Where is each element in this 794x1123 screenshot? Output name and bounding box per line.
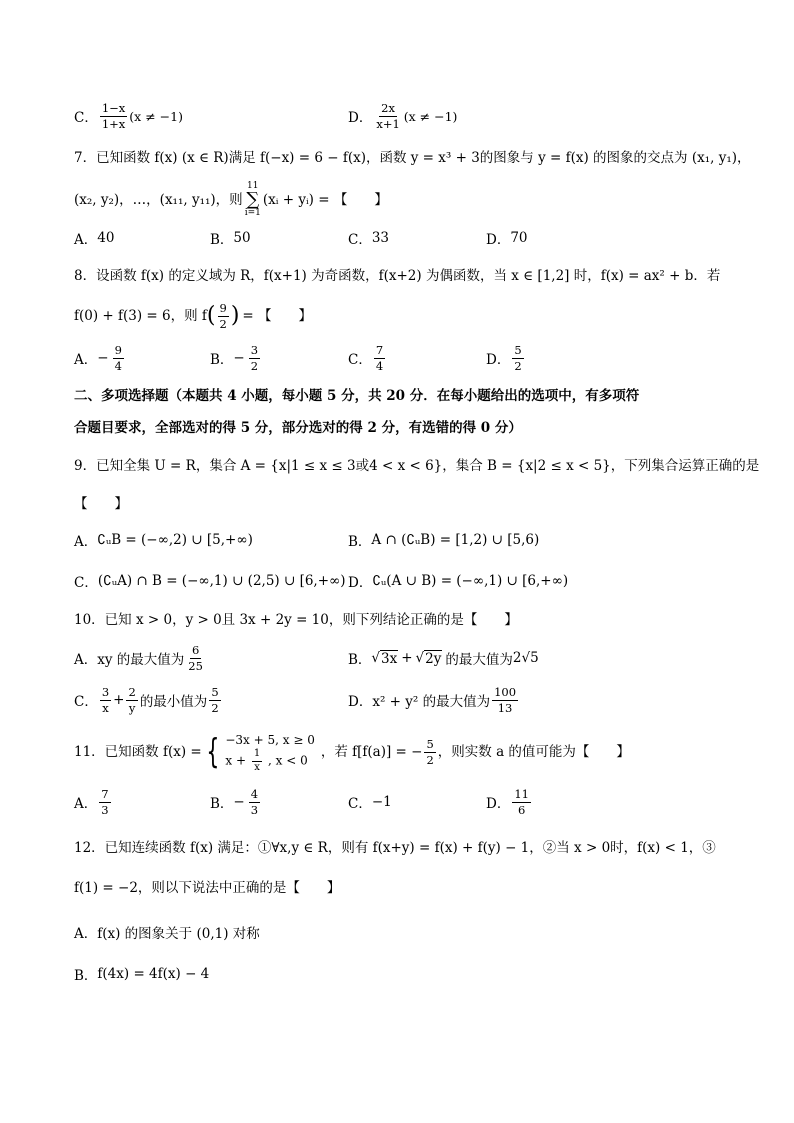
q11-option-c[interactable] xyxy=(348,782,392,822)
denominator: 25 xyxy=(188,658,203,673)
numerator: 7 xyxy=(101,787,109,802)
numerator: 3 xyxy=(250,343,259,358)
numerator: 9 xyxy=(219,301,227,316)
denominator: x xyxy=(254,761,260,773)
fraction xyxy=(512,788,531,815)
q8-option-d[interactable] xyxy=(486,338,526,378)
option-label: B． xyxy=(210,352,234,368)
fraction xyxy=(100,686,111,713)
case-text: x + xyxy=(225,753,246,768)
numerator: 6 xyxy=(191,643,200,658)
q9-option-b[interactable] xyxy=(348,520,539,560)
option-label: D． xyxy=(486,232,511,248)
q10-options-row2 xyxy=(0,680,794,720)
option-value: 2√5 xyxy=(512,650,539,666)
denominator: 4 xyxy=(114,358,122,373)
q7-text: 7．已知函数 f(x) (x ∈ R)满足 f(−x) = 6 − f(x)，函数 y = x³ + 3的图象与 y = f(x) 的图象的交点为 (x₁, y₁)， xyxy=(74,149,751,166)
numerator: 5 xyxy=(426,737,434,752)
option-text: (∁ᵤA) ∩ B = (−∞,1) ∪ (2,5) ∪ [6,+∞) xyxy=(97,573,346,589)
condition: (x ≠ −1) xyxy=(129,108,183,124)
option-label: A． xyxy=(74,534,98,550)
fraction xyxy=(424,738,435,765)
option-label: B． xyxy=(210,796,234,812)
q9-option-c[interactable] xyxy=(74,561,346,601)
option-label: C． xyxy=(348,232,372,248)
condition: (x ≠ −1) xyxy=(403,108,458,124)
option-label: C． xyxy=(348,352,372,368)
q9-stem-line1 xyxy=(74,446,760,486)
numerator: 1 xyxy=(252,749,262,762)
denominator: y xyxy=(128,700,136,715)
option-text: 的最大值为 xyxy=(445,652,513,668)
sum-upper: 11 xyxy=(247,181,259,191)
q10-option-a[interactable] xyxy=(74,638,207,678)
denominator: 3 xyxy=(101,802,109,817)
piecewise-function xyxy=(202,731,315,773)
fraction xyxy=(512,344,523,371)
section2-heading-line2 xyxy=(74,408,738,448)
case-text: , x < 0 xyxy=(268,753,308,768)
q8-stem-line1 xyxy=(74,256,738,296)
q7-stem-line1 xyxy=(74,138,751,178)
fraction xyxy=(374,344,385,371)
q12-option-b[interactable] xyxy=(74,954,209,994)
q7-option-d[interactable] xyxy=(486,218,528,258)
q10-option-d[interactable] xyxy=(348,680,520,720)
option-value: −1 xyxy=(371,794,392,810)
denominator: 6 xyxy=(517,802,526,817)
denominator: x xyxy=(102,700,109,715)
answer-bracket: 【 】 xyxy=(74,495,128,512)
numerator: 9 xyxy=(114,343,122,358)
q8-text: 8．设函数 f(x) 的定义域为 R，f(x+1) 为奇函数，f(x+2) 为偶函数，当 x ∈ [1,2] 时，f(x) = ax² + b．若 xyxy=(74,267,721,284)
option-label: D． xyxy=(348,110,373,126)
q10-option-b[interactable] xyxy=(348,638,539,678)
denominator: 13 xyxy=(497,700,513,715)
fraction xyxy=(113,344,124,371)
radicand: 3x xyxy=(381,650,398,667)
option-label: C． xyxy=(74,694,98,710)
q11-option-a[interactable] xyxy=(74,782,113,822)
q12-stem-line1 xyxy=(74,828,738,868)
q6-option-c[interactable] xyxy=(74,96,183,136)
paren-left: ( xyxy=(206,303,216,328)
q11-option-d[interactable] xyxy=(486,782,533,822)
denominator: 2 xyxy=(250,358,259,373)
option-label: A． xyxy=(74,652,98,668)
q11-options-row xyxy=(0,782,794,822)
cases xyxy=(225,731,315,773)
option-text: f(4x) = 4f(x) − 4 xyxy=(97,966,210,982)
option-label: C． xyxy=(74,575,98,591)
option-label: D． xyxy=(486,796,511,812)
option-label: B． xyxy=(348,534,372,550)
fraction xyxy=(374,102,401,129)
fraction xyxy=(492,686,518,713)
numerator: 3 xyxy=(101,685,110,700)
numerator: 1−x xyxy=(101,101,126,116)
q12-stem-line2 xyxy=(74,868,738,908)
option-text: ∁ᵤ(A ∪ B) = (−∞,1) ∪ [6,+∞) xyxy=(372,573,569,589)
option-value: 70 xyxy=(510,230,528,246)
denominator: 3 xyxy=(250,802,259,817)
option-label: A． xyxy=(74,926,98,942)
q11-text: 11．已知函数 f(x) = xyxy=(74,743,202,760)
denominator: 4 xyxy=(375,358,384,373)
fraction xyxy=(252,749,262,773)
q10-options-row1 xyxy=(0,638,794,678)
sign: − xyxy=(233,794,245,810)
q6-option-d[interactable] xyxy=(348,96,457,136)
q12-text: 12．已知连续函数 f(x) 满足：①∀x,y ∈ R，则有 f(x+y) = f(x) + f(y) − 1，②当 x > 0时，f(x) < 1，③ xyxy=(74,839,716,856)
brace-symbol: { xyxy=(206,732,220,772)
denominator: 2 xyxy=(514,358,522,373)
radicand: 2y xyxy=(425,650,442,667)
case-2 xyxy=(225,749,315,773)
q8-option-c[interactable] xyxy=(348,338,387,378)
q10-option-c[interactable] xyxy=(74,680,223,720)
denominator: 2 xyxy=(426,752,434,767)
q9-options-row1 xyxy=(0,520,794,560)
sign: − xyxy=(97,350,109,366)
q7-text: (xᵢ + yᵢ) = 【 】 xyxy=(262,191,388,208)
q9-text: 9．已知全集 U = R，集合 A = {x|1 ≤ x ≤ 3或4 < x < 6}，集合 B = {x|2 ≤ x < 5}，下列集合运算正确的是 xyxy=(74,457,760,474)
q12-text: f(1) = −2，则以下说法中正确的是【 】 xyxy=(74,879,341,896)
q12-option-a-row xyxy=(0,912,794,952)
q9-option-d[interactable] xyxy=(348,561,568,601)
fraction xyxy=(218,302,229,329)
option-label: B． xyxy=(210,232,234,248)
q8-stem-line2 xyxy=(74,296,738,336)
option-text: xy 的最大值为 xyxy=(97,652,185,668)
denominator: 2 xyxy=(211,700,219,715)
denominator: x+1 xyxy=(376,116,400,131)
section-heading: 合题目要求，全部选对的得 5 分，部分选对的得 2 分，有选错的得 0 分） xyxy=(74,419,522,436)
q7-option-a[interactable] xyxy=(74,218,114,258)
option-label: D． xyxy=(348,575,373,591)
sqrt-symbol: √ xyxy=(415,650,425,666)
case-1: −3x + 5, x ≥ 0 xyxy=(225,733,315,747)
q7-text: (x₂, y₂)，…，(x₁₁, y₁₁)，则 xyxy=(74,191,243,208)
option-label: D． xyxy=(348,694,373,710)
denominator: 1+x xyxy=(101,116,126,131)
q8-option-a[interactable] xyxy=(74,338,126,378)
sigma-symbol: ∑ xyxy=(246,189,260,210)
sign: − xyxy=(233,350,245,366)
fraction xyxy=(99,788,110,815)
q7-option-c[interactable] xyxy=(348,218,389,258)
numerator: 5 xyxy=(514,343,522,358)
option-value: 33 xyxy=(371,230,390,246)
numerator: 7 xyxy=(375,343,384,358)
denominator: 2 xyxy=(219,316,227,331)
summation xyxy=(245,182,261,218)
option-label: C． xyxy=(74,110,98,126)
q11-text: ，则实数 a 的值可能为【 】 xyxy=(437,743,630,760)
q7-stem-line2 xyxy=(74,180,738,220)
plus-sign: + xyxy=(113,692,125,708)
fraction xyxy=(100,102,127,129)
option-value: 50 xyxy=(233,230,251,246)
q8-text: f(0) + f(3) = 6，则 f xyxy=(74,307,207,324)
q12-option-a[interactable] xyxy=(74,912,260,952)
q6-options-row xyxy=(0,96,794,136)
numerator: 2 xyxy=(128,685,136,700)
q10-stem xyxy=(74,600,738,640)
q11-stem xyxy=(74,726,738,778)
q7-options-row xyxy=(0,218,794,258)
q10-text: 10．已知 x > 0，y > 0且 3x + 2y = 10，则下列结论正确的是【 】 xyxy=(74,611,518,628)
fraction xyxy=(249,788,260,815)
q8-option-b[interactable] xyxy=(210,338,262,378)
option-label: A． xyxy=(74,796,98,812)
q12-option-b-row xyxy=(0,954,794,994)
fraction xyxy=(249,344,260,371)
option-value: 40 xyxy=(97,230,115,246)
option-label: A． xyxy=(74,352,98,368)
fraction xyxy=(126,686,137,713)
numerator: 5 xyxy=(211,685,219,700)
sqrt-symbol: √ xyxy=(371,650,381,666)
section-heading: 二、多项选择题（本题共 4 小题，每小题 5 分，共 20 分．在每小题给出的选项中，有多项符 xyxy=(74,387,640,404)
q9-stem-line2 xyxy=(74,484,738,524)
q11-text: ，若 f[f(a)] = − xyxy=(320,743,423,760)
sum-lower: i=1 xyxy=(244,208,261,218)
q8-options-row xyxy=(0,338,794,378)
fraction xyxy=(209,686,220,713)
option-text: 的最小值为 xyxy=(139,694,208,710)
option-text: ∁ᵤB = (−∞,2) ∪ [5,+∞) xyxy=(97,532,253,548)
option-text: A ∩ (∁ᵤB) = [1,2) ∪ [5,6) xyxy=(371,532,540,548)
q9-option-a[interactable] xyxy=(74,520,253,560)
option-label: A． xyxy=(74,232,98,248)
q9-options-row2 xyxy=(0,561,794,601)
option-text: f(x) 的图象关于 (0,1) 对称 xyxy=(97,926,260,942)
option-label: C． xyxy=(348,796,372,812)
numerator: 4 xyxy=(250,787,259,802)
q8-text: = 【 】 xyxy=(242,307,313,324)
q7-option-b[interactable] xyxy=(210,218,251,258)
paren-right: ) xyxy=(230,303,240,328)
q11-option-b[interactable] xyxy=(210,782,262,822)
numerator: 11 xyxy=(514,787,529,802)
plus-sign: + xyxy=(401,650,413,666)
numerator: 100 xyxy=(494,685,517,700)
numerator: 2x xyxy=(381,101,395,116)
option-label: D． xyxy=(486,352,511,368)
option-label: B． xyxy=(74,968,98,984)
fraction xyxy=(186,644,205,671)
option-label: B． xyxy=(348,652,372,668)
option-text: x² + y² 的最大值为 xyxy=(372,694,491,710)
